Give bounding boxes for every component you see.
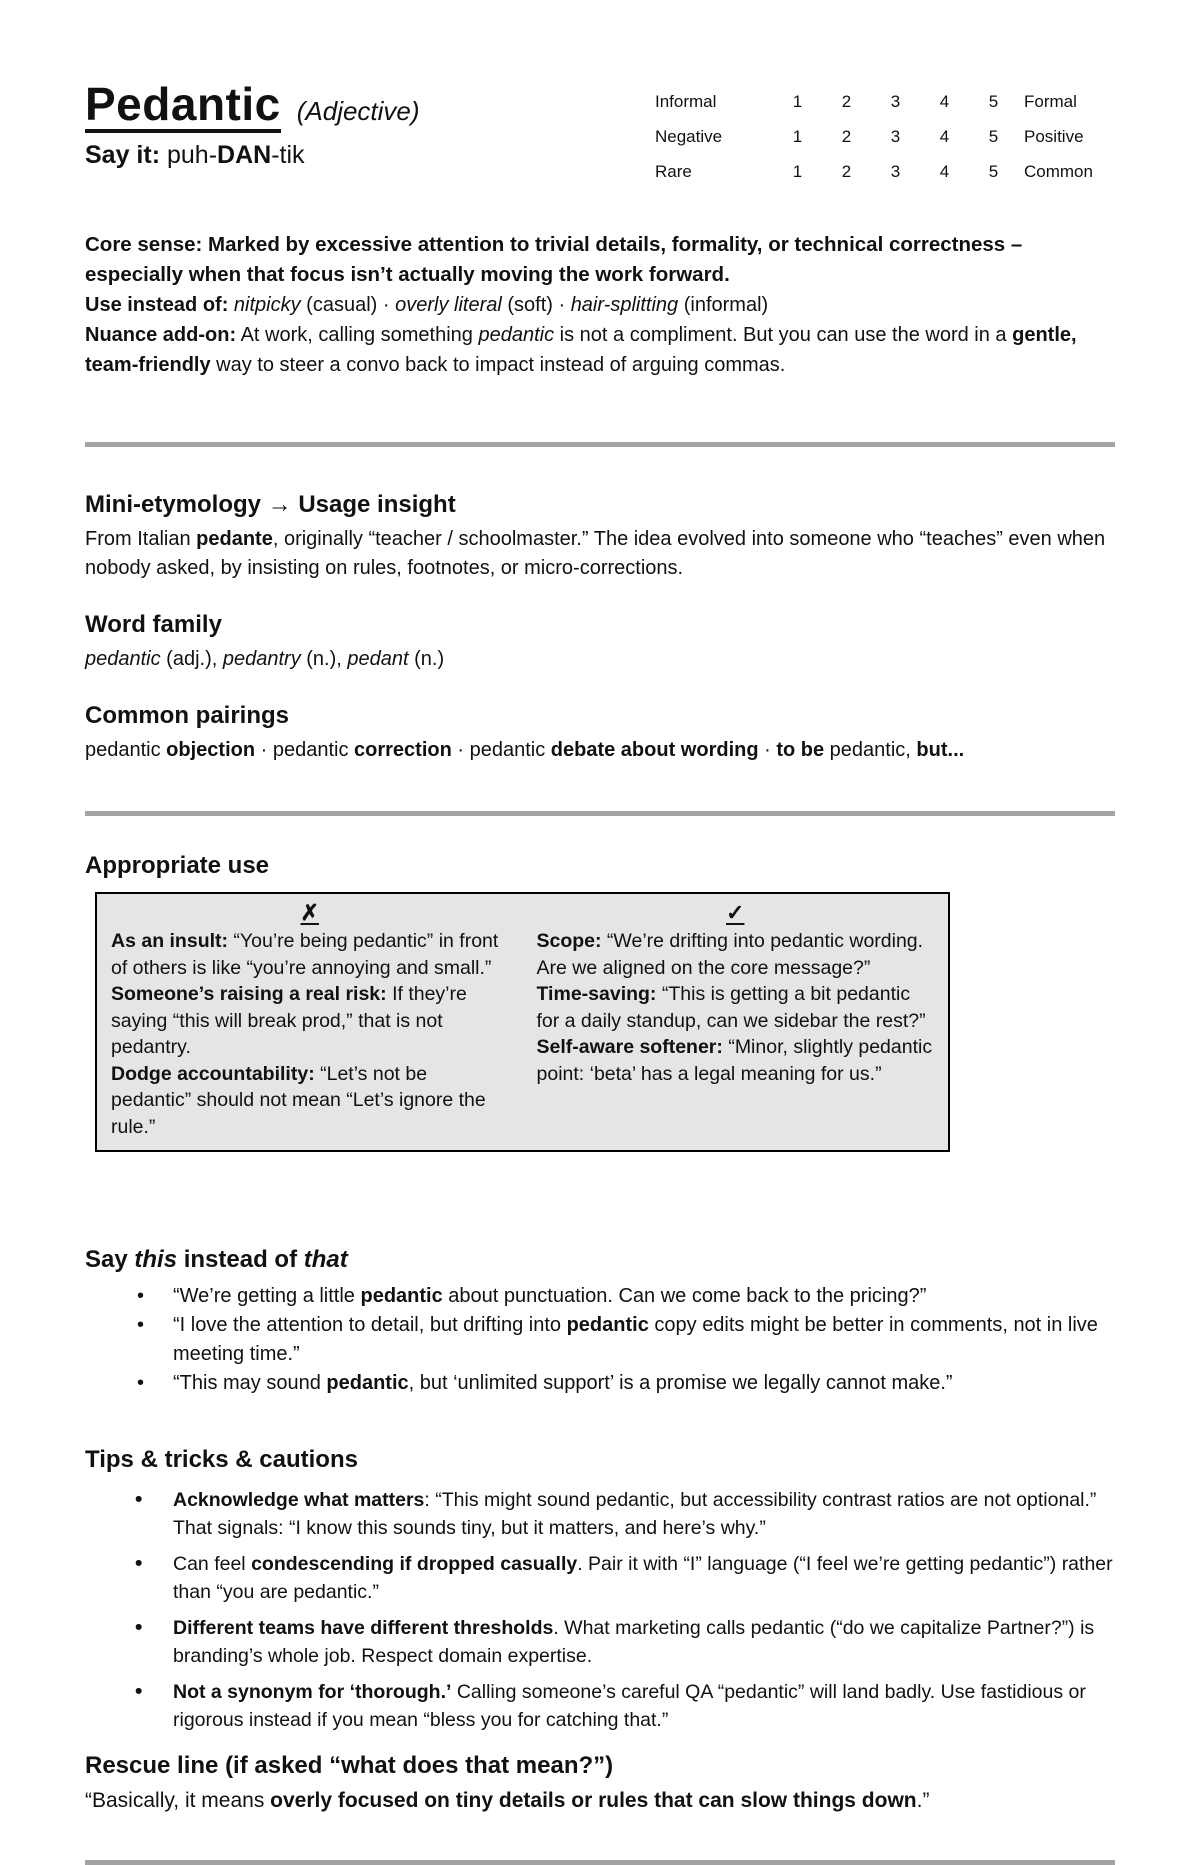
core-sense-block [85, 230, 1115, 380]
scale-tick: 3 [890, 127, 901, 146]
good-use-item: Scope: “We’re drifting into pedantic wording. Are we aligned on the core message?” [536, 930, 924, 979]
section-divider [85, 1860, 1115, 1865]
say-this-item: • “We’re getting a little pedantic about punctuation. Can we come back to the pricing?” [135, 1282, 1115, 1311]
scale-negative-label: Negative [655, 127, 723, 146]
scale-tick: 4 [939, 162, 950, 181]
scale-tick: 4 [939, 92, 950, 111]
rescue-line-heading: Rescue line (if asked “what does that mean?”) [85, 1752, 614, 1779]
good-use-item: Self-aware softener: “Minor, slightly pedantic point: ‘beta’ has a legal meaning for us.” [536, 1036, 933, 1085]
etymology-text: From Italian pedante, originally “teacher / schoolmaster.” The idea evolved into someone who “teaches” even when nobody asked, by insisting on rules, footnotes, or micro-corrections. [85, 528, 1106, 579]
good-use-check-mark: ✓ [726, 900, 745, 925]
common-pairings-text: pedantic objection · pedantic correction · pedantic debate about wording · to be pedantic, but... [85, 739, 965, 761]
say-this-list [135, 1282, 1115, 1398]
say-this-item: • “This may sound pedantic, but ‘unlimited support’ is a promise we legally cannot make.” [135, 1369, 1115, 1398]
say-this-item: • “I love the attention to detail, but drifting into pedantic copy edits might be better in comments, not in live meeting time.” [135, 1311, 1115, 1369]
scale-tick: 2 [841, 92, 852, 111]
bad-use-item: Dodge accountability: “Let’s not be pedantic” should not mean “Let’s ignore the rule.” [111, 1062, 486, 1138]
header-left [85, 80, 420, 170]
bad-use-item: Someone’s raising a real risk: If they’re saying “this will break prod,” that is not pedantry. [111, 983, 467, 1058]
scale-tick: 3 [890, 162, 901, 181]
etymology-heading: Mini-etymology → Usage insight [85, 491, 456, 518]
tips-item: • Acknowledge what matters: “This might sound pedantic, but accessibility contrast ratios are not optional.” That signals: “I know this sounds tiny, but it matters, and here’s why.” [135, 1486, 1115, 1542]
scale-rare-label: Rare [655, 162, 692, 181]
appropriate-use-heading: Appropriate use [85, 852, 270, 879]
page-title: Pedantic [85, 80, 281, 133]
tips-heading: Tips & tricks & cautions [85, 1446, 358, 1473]
scale-formal-label: Formal [1024, 92, 1077, 111]
tips-list [135, 1486, 1115, 1734]
good-use-item: Time-saving: “This is getting a bit pedantic for a daily standup, can we sidebar the rest?” [536, 983, 926, 1032]
common-pairings-heading: Common pairings [85, 702, 290, 729]
section-divider [85, 811, 1115, 816]
section-divider [85, 442, 1115, 447]
tips-item: • Not a synonym for ‘thorough.’ Calling someone’s careful QA “pedantic” will land badly. Use fastidious or rigorous instead if you mean “bless you for catching that.” [135, 1678, 1115, 1734]
rescue-line-text: “Basically, it means overly focused on tiny details or rules that can slow things down.” [85, 1789, 930, 1812]
scale-informal-label: Informal [655, 92, 717, 111]
title-row [85, 80, 420, 133]
bad-use-item: As an insult: “You’re being pedantic” in front of others is like “you’re annoying and small.” [111, 930, 499, 979]
good-use-cell [523, 926, 949, 1140]
scale-positive-label: Positive [1024, 127, 1084, 146]
say-this-heading: Say this instead of that [85, 1246, 348, 1273]
core-sense-text: Core sense: Marked by excessive attention to trivial details, formality, or technical correctness – especially when that focus isn’t actually moving the work forward. [85, 233, 1023, 286]
register-scales [655, 92, 1115, 182]
use-instead-text: Use instead of: nitpicky (casual) · overly literal (soft) · hair-splitting (informal) [85, 294, 769, 316]
scale-tick: 2 [841, 127, 852, 146]
tips-item: • Can feel condescending if dropped casually. Pair it with “I” language (“I feel we’re getting pedantic”) rather than “you are pedantic.” [135, 1550, 1115, 1606]
scale-common-label: Common [1024, 162, 1093, 181]
scale-tick: 4 [939, 127, 950, 146]
word-family-heading: Word family [85, 611, 222, 638]
tips-item: • Different teams have different thresholds. What marketing calls pedantic (“do we capitalize Partner?”) is branding’s whole job. Respect domain expertise. [135, 1614, 1115, 1670]
pronunciation-line: Say it: puh-DAN-tik [85, 141, 305, 170]
nuance-text: Nuance add-on: At work, calling something pedantic is not a compliment. But you can use the word in a gentle, team-friendly way to steer a convo back to impact instead of arguing commas. [85, 324, 1077, 376]
scale-tick: 3 [890, 92, 901, 111]
bad-use-cell [97, 926, 523, 1140]
scale-tick: 1 [792, 92, 803, 111]
appropriate-use-table [95, 892, 950, 1152]
bad-use-x-mark: ✗ [300, 900, 319, 925]
scale-tick: 2 [841, 162, 852, 181]
scale-tick: 1 [792, 162, 803, 181]
scale-tick: 1 [792, 127, 803, 146]
scale-tick: 5 [988, 162, 999, 181]
part-of-speech: (Adjective) [296, 96, 420, 126]
scale-tick: 5 [988, 92, 999, 111]
word-family-text: pedantic (adj.), pedantry (n.), pedant (n.) [85, 648, 445, 670]
header [85, 0, 1115, 182]
scale-tick: 5 [988, 127, 999, 146]
